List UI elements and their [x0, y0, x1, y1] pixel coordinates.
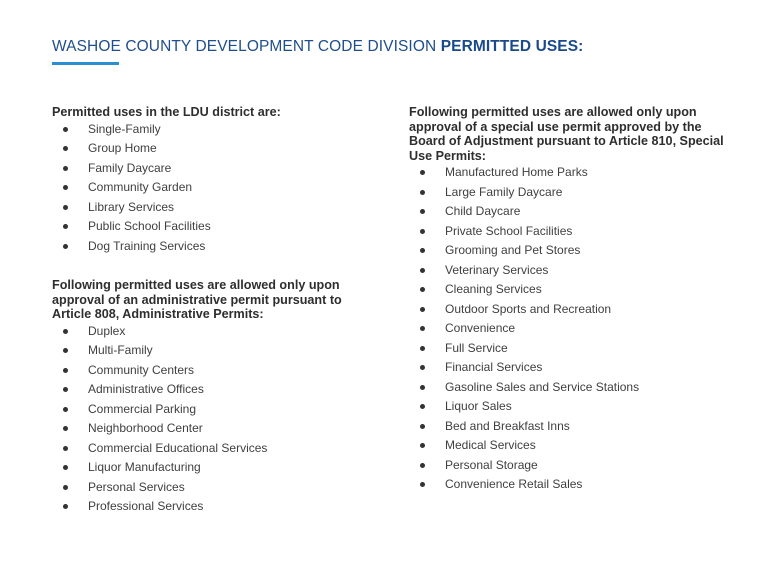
list-item: [409, 339, 739, 359]
list-item-label: Financial Services: [445, 360, 543, 375]
bullet-icon: [63, 146, 68, 151]
bullet-icon: [420, 443, 425, 448]
list-item-label: Large Family Daycare: [445, 184, 563, 199]
list-item-label: Multi-Family: [88, 343, 153, 358]
list-item: [409, 183, 739, 203]
list-item: [409, 319, 739, 339]
page-title-regular: WASHOE COUNTY DEVELOPMENT CODE DIVISION: [52, 38, 441, 55]
page-title-bold: PERMITTED USES:: [440, 38, 584, 55]
list-item-label: Community Garden: [88, 180, 193, 195]
bullet-icon: [420, 385, 425, 390]
bullet-icon: [420, 404, 425, 409]
list-item-label: Full Service: [445, 340, 508, 355]
list-item: [409, 261, 739, 281]
list-item-label: Duplex: [88, 323, 126, 338]
title-underline-accent: [52, 62, 119, 65]
list-item-label: Outdoor Sports and Recreation: [445, 301, 612, 316]
list-item-label: Bed and Breakfast Inns: [445, 418, 570, 433]
bullet-icon: [420, 268, 425, 273]
bullet-icon: [420, 346, 425, 351]
bullet-icon: [63, 465, 68, 470]
bullet-icon: [63, 426, 68, 431]
list-item-label: Personal Storage: [445, 457, 538, 472]
list-item-label: Veterinary Services: [445, 262, 549, 277]
bullet-icon: [420, 229, 425, 234]
bullet-icon: [420, 326, 425, 331]
bullet-icon: [63, 127, 68, 132]
list-item-label: Commercial Educational Services: [88, 440, 268, 455]
list-item: [52, 497, 372, 517]
list-item: [409, 397, 739, 417]
list-item-label: Public School Facilities: [88, 219, 211, 234]
list-item: [409, 280, 739, 300]
bullet-icon: [420, 482, 425, 487]
list-item: [409, 300, 739, 320]
bullet-icon: [63, 504, 68, 509]
list-item: [409, 163, 739, 183]
list-item: [52, 361, 372, 381]
list-item-label: Grooming and Pet Stores: [445, 243, 581, 258]
list-item: [409, 436, 739, 456]
list-item: [409, 202, 739, 222]
list-item: [52, 178, 372, 198]
list-item-label: Administrative Offices: [88, 382, 204, 397]
list-item-label: Family Daycare: [88, 160, 172, 175]
page-title: [52, 38, 583, 56]
bullet-icon: [63, 485, 68, 490]
list-item-label: Cleaning Services: [445, 282, 542, 297]
special-use-permit-heading: Following permitted uses are allowed only upon approval of a special use permit approved by the Board of Adjustment pursuant to Article 810, Special Use Permits:: [409, 105, 724, 163]
right-column: [409, 105, 739, 495]
ldu-permitted-heading: Permitted uses in the LDU district are:: [52, 105, 281, 119]
list-item: [409, 456, 739, 476]
list-item: [52, 478, 372, 498]
bullet-icon: [420, 307, 425, 312]
list-item: [52, 419, 372, 439]
bullet-icon: [63, 205, 68, 210]
list-item-label: Single-Family: [88, 121, 161, 136]
list-item-label: Convenience: [445, 321, 516, 336]
bullet-icon: [420, 463, 425, 468]
bullet-icon: [420, 248, 425, 253]
list-item-label: Liquor Sales: [445, 399, 512, 414]
bullet-icon: [420, 287, 425, 292]
ldu-permitted-list: [52, 120, 372, 257]
bullet-icon: [63, 185, 68, 190]
list-item: [409, 378, 739, 398]
list-item-label: Neighborhood Center: [88, 421, 203, 436]
list-item-label: Community Centers: [88, 362, 195, 377]
list-item: [52, 400, 372, 420]
list-item-label: Commercial Parking: [88, 401, 197, 416]
bullet-icon: [63, 224, 68, 229]
list-item: [409, 358, 739, 378]
bullet-icon: [420, 190, 425, 195]
list-item: [409, 222, 739, 242]
bullet-icon: [420, 365, 425, 370]
administrative-permit-heading: Following permitted uses are allowed only upon approval of an administrative permit pursuant to Article 808, Administrative Permits:: [52, 278, 342, 322]
list-item: [52, 341, 372, 361]
bullet-icon: [63, 244, 68, 249]
list-item: [409, 475, 739, 495]
list-item-label: Dog Training Services: [88, 238, 206, 253]
list-item: [52, 380, 372, 400]
bullet-icon: [63, 407, 68, 412]
list-item: [52, 217, 372, 237]
bullet-icon: [63, 348, 68, 353]
bullet-icon: [63, 387, 68, 392]
bullet-icon: [420, 424, 425, 429]
special-use-permit-list: [409, 163, 739, 495]
list-item: [52, 322, 372, 342]
list-item-label: Child Daycare: [445, 204, 521, 219]
list-item-label: Group Home: [88, 141, 157, 156]
bullet-icon: [420, 170, 425, 175]
list-item-label: Private School Facilities: [445, 223, 573, 238]
list-item-label: Liquor Manufacturing: [88, 460, 201, 475]
list-item: [52, 237, 372, 257]
list-item: [52, 120, 372, 140]
list-item: [409, 417, 739, 437]
list-item-label: Medical Services: [445, 438, 536, 453]
list-item: [52, 458, 372, 478]
bullet-icon: [63, 166, 68, 171]
administrative-permit-list: [52, 322, 372, 517]
left-column: [52, 105, 372, 517]
bullet-icon: [63, 446, 68, 451]
list-item-label: Convenience Retail Sales: [445, 477, 583, 492]
list-item: [409, 241, 739, 261]
list-item-label: Personal Services: [88, 479, 185, 494]
list-item: [52, 159, 372, 179]
list-item-label: Professional Services: [88, 499, 204, 514]
list-item: [52, 139, 372, 159]
bullet-icon: [63, 329, 68, 334]
list-item-label: Gasoline Sales and Service Stations: [445, 379, 640, 394]
list-item: [52, 198, 372, 218]
list-item-label: Manufactured Home Parks: [445, 165, 588, 180]
list-item: [52, 439, 372, 459]
bullet-icon: [63, 368, 68, 373]
bullet-icon: [420, 209, 425, 214]
list-item-label: Library Services: [88, 199, 175, 214]
